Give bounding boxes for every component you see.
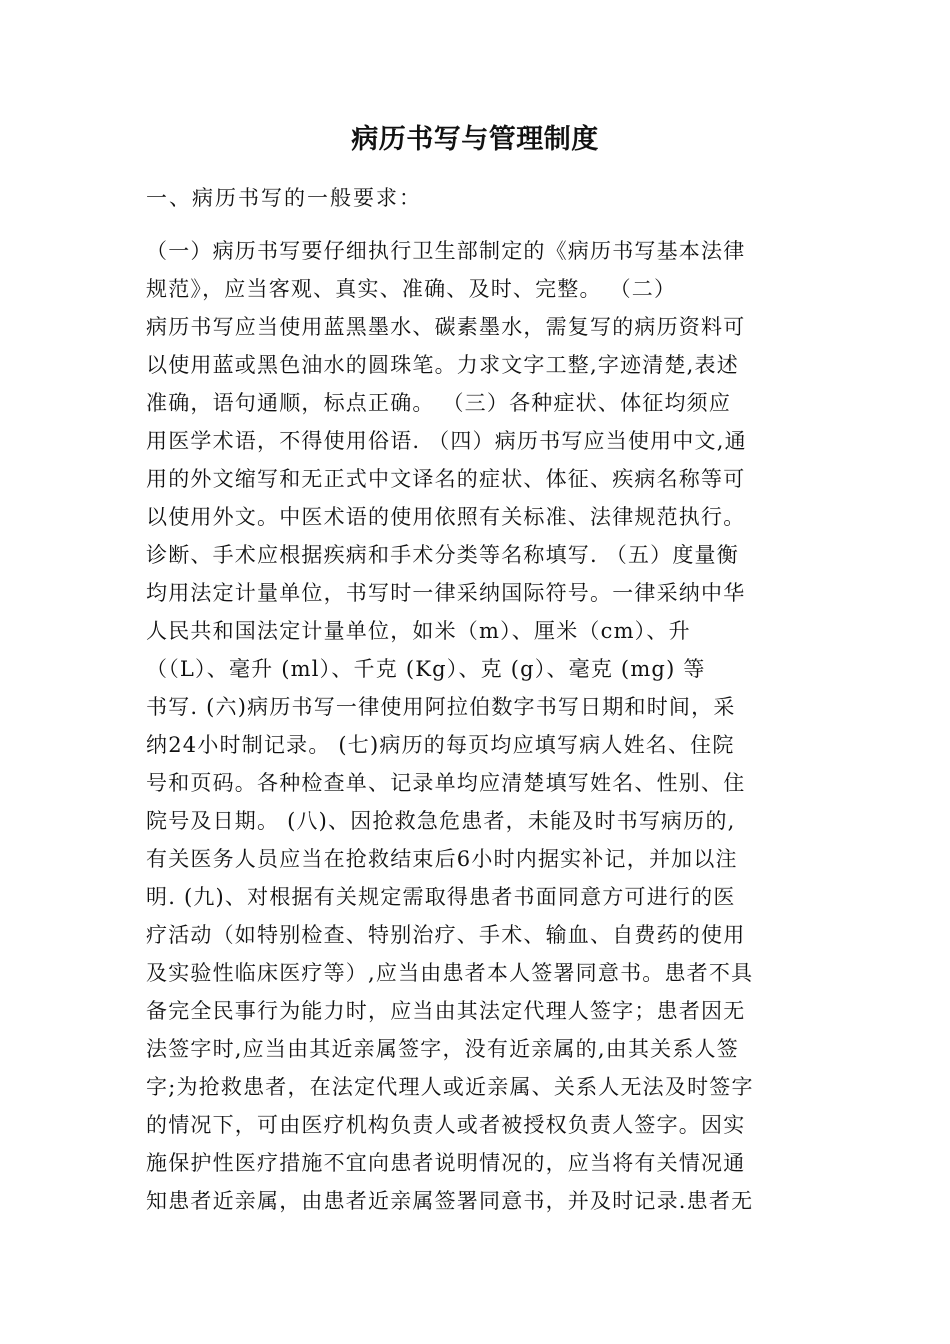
body-text <box>146 232 826 1220</box>
body-text-line: 诊断、手术应根据疾病和手术分类等名称填写. （五）度量衡 <box>146 543 739 567</box>
body-text-line: 院号及日期。 (八)、因抢救急危患者，未能及时书写病历的, <box>146 809 736 833</box>
body-text-line: 施保护性医疗措施不宜向患者说明情况的，应当将有关情况通 <box>146 1151 746 1175</box>
body-text-line: 均用法定计量单位，书写时一律采纳国际符号。一律采纳中华 <box>146 581 746 605</box>
body-text-line: 法签字时,应当由其近亲属签字，没有近亲属的,由其关系人签 <box>146 1037 739 1061</box>
body-text-line: 备完全民事行为能力时，应当由其法定代理人签字；患者因无 <box>146 999 746 1023</box>
document-title: 病历书写与管理制度 <box>351 124 599 155</box>
body-text-line: 有关医务人员应当在抢救结束后6小时内据实补记，并加以注 <box>146 847 738 871</box>
body-text-line: 以使用蓝或黑色油水的圆珠笔。力求文字工整,字迹清楚,表述 <box>146 353 739 377</box>
body-text-line: 号和页码。各种检查单、记录单均应清楚填写姓名、性别、住 <box>146 771 746 795</box>
body-text-line: 书写. (六)病历书写一律使用阿拉伯数字书写日期和时间，采 <box>146 695 736 719</box>
body-text-line: 明. (九)、对根据有关规定需取得患者书面同意方可进行的医 <box>146 885 736 909</box>
body-text-line: 知患者近亲属，由患者近亲属签署同意书，并及时记录.患者无 <box>146 1189 754 1213</box>
body-text-line: 规范》，应当客观、真实、准确、及时、完整。 （二） <box>146 277 677 301</box>
body-text-line: 纳24小时制记录。 (七)病历的每页均应填写病人姓名、住院 <box>146 733 735 757</box>
body-text-line: 人民共和国法定计量单位，如米（m）、厘米（cm）、升 <box>146 619 691 643</box>
section-heading: 一、病历书写的一般要求： <box>146 186 422 210</box>
body-text-line: 以使用外文。中医术语的使用依照有关标准、法律规范执行。 <box>146 505 746 529</box>
body-text-line: 准确，语句通顺，标点正确。 （三）各种症状、体征均须应 <box>146 391 732 415</box>
body-text-line: 病历书写应当使用蓝黑墨水、碳素墨水，需复写的病历资料可 <box>146 315 746 339</box>
body-text-line: 用医学术语，不得使用俗语. （四）病历书写应当使用中文,通 <box>146 429 747 453</box>
body-text-line: 用的外文缩写和无正式中文译名的症状、体征、疾病名称等可 <box>146 467 746 491</box>
body-text-line: （一）病历书写要仔细执行卫生部制定的《病历书写基本法律 <box>146 239 746 263</box>
body-text-line: 的情况下，可由医疗机构负责人或者被授权负责人签字。因实 <box>146 1113 746 1137</box>
body-text-line: （（L）、毫升 (ml）、千克 (Kg）、克 (g）、毫克 (mg) 等 <box>146 657 706 681</box>
body-text-line: 疗活动（如特别检查、特别治疗、手术、输血、自费药的使用 <box>146 923 746 947</box>
body-text-line: 字;为抢救患者，在法定代理人或近亲属、关系人无法及时签字 <box>146 1075 754 1099</box>
body-text-line: 及实验性临床医疗等）,应当由患者本人签署同意书。患者不具 <box>146 961 754 985</box>
